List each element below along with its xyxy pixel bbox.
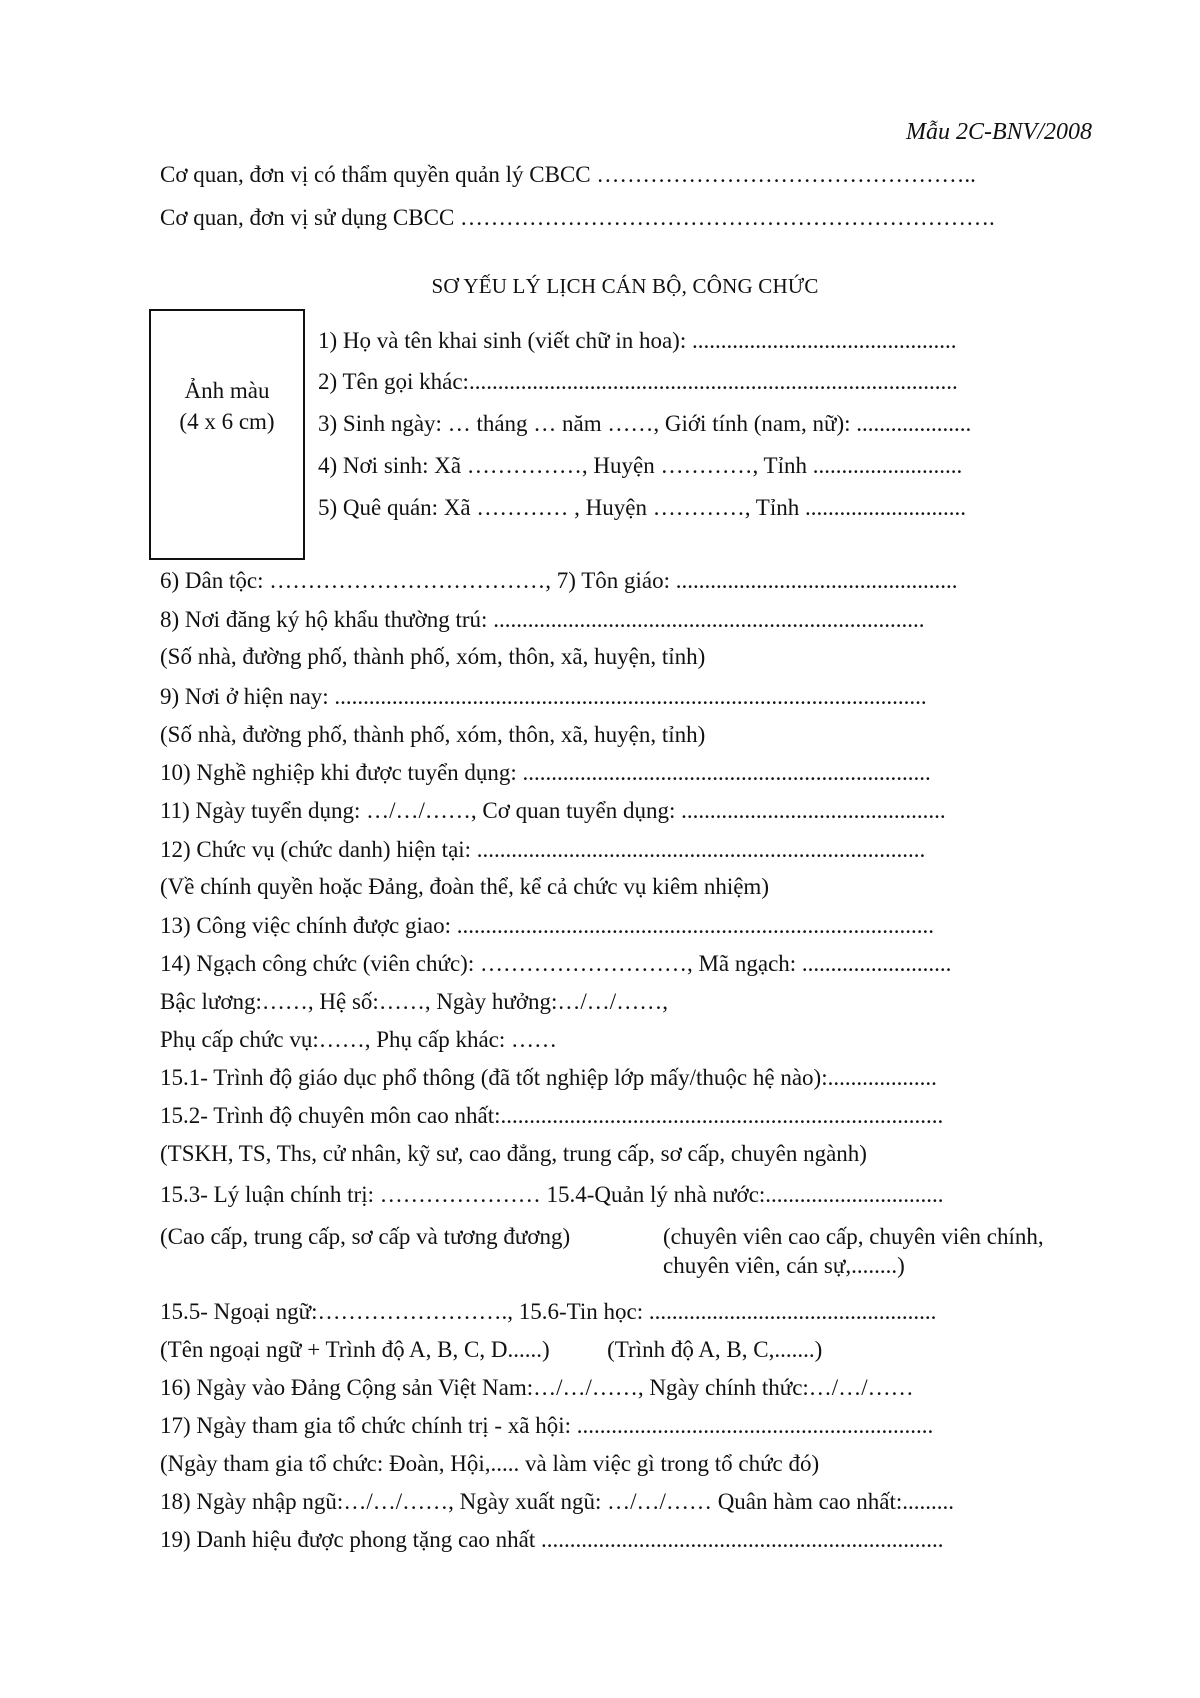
field-ethnicity-religion[interactable]: 6) Dân tộc: ………………………………, 7) Tôn giáo: ................................................. [160,568,958,593]
field-full-name[interactable]: 1) Họ và tên khai sinh (viết chữ in hoa): .............................................. [318,328,957,353]
document-title: SƠ YẾU LÝ LỊCH CÁN BỘ, CÔNG CHỨC [431,274,819,298]
field-salary-grade[interactable]: Bậc lương:……, Hệ số:……, Ngày hưởng:…/…/……, [160,989,668,1014]
note-political-levels: (Cao cấp, trung cấp, sơ cấp và tương đương) [160,1224,571,1249]
photo-label-line2: (4 x 6 cm) [179,409,275,434]
note-address-format-2: (Số nhà, đường phố, thành phố, xóm, thôn, xã, huyện, tỉnh) [160,722,706,747]
note-position-scope: (Về chính quyền hoặc Đảng, đoàn thể, kể cả chức vụ kiêm nhiệm) [160,874,769,899]
field-foreign-language-it[interactable]: 15.5- Ngoại ngữ:……………………., 15.6-Tin học: .................................................. [160,1299,937,1324]
authority-line: Cơ quan, đơn vị có thẩm quyền quản lý CBCC ………………………………………….. [160,162,976,187]
note-address-format-1: (Số nhà, đường phố, thành phố, xóm, thôn, xã, huyện, tỉnh) [160,644,706,669]
field-allowances[interactable]: Phụ cấp chức vụ:……, Phụ cấp khác: …… [160,1027,557,1052]
field-recruitment-date[interactable]: 11) Ngày tuyển dụng: …/…/……, Cơ quan tuyển dụng: .............................................. [160,798,946,823]
field-socio-political-org[interactable]: 17) Ngày tham gia tổ chức chính trị - xã hội: .............................................................. [160,1413,934,1438]
photo-label-line1: Ảnh màu [184,378,270,403]
field-other-name[interactable]: 2) Tên gọi khác:..................................................................................... [318,369,958,394]
form-code: Mẫu 2C-BNV/2008 [906,119,1092,145]
field-occupation-at-recruitment[interactable]: 10) Nghề nghiệp khi được tuyển dụng: ....................................................................... [160,760,931,785]
field-permanent-residence[interactable]: 8) Nơi đăng ký hộ khẩu thường trú: ........................................................................... [160,607,925,632]
field-birth-date-gender[interactable]: 3) Sinh ngày: … tháng … năm ……, Giới tính (nam, nữ): .................... [318,411,972,436]
field-hometown[interactable]: 5) Quê quán: Xã ………… , Huyện …………, Tỉnh ............................ [318,495,966,520]
field-current-position[interactable]: 12) Chức vụ (chức danh) hiện tại: .............................................................................. [160,837,926,862]
field-civil-rank[interactable]: 14) Ngạch công chức (viên chức): ………………………, Mã ngạch: .......................... [160,951,952,976]
field-highest-qualification[interactable]: 15.2- Trình độ chuyên môn cao nhất:............................................................................. [160,1103,944,1128]
field-current-residence[interactable]: 9) Nơi ở hiện nay: ....................................................................................................... [160,684,927,709]
note-management-levels: (chuyên viên cao cấp, chuyên viên chính, chuyên viên, cán sự,........) [663,1224,1044,1278]
note-qualification-levels: (TSKH, TS, Ths, cử nhân, kỹ sư, cao đẳng, trung cấp, sơ cấp, chuyên ngành) [160,1141,867,1166]
field-birthplace[interactable]: 4) Nơi sinh: Xã ……………, Huyện …………, Tỉnh .......................... [318,453,963,478]
photo-box [149,309,305,560]
field-party-membership[interactable]: 16) Ngày vào Đảng Cộng sản Việt Nam:…/…/……, Ngày chính thức:…/…/…… [160,1375,914,1400]
note-organization: (Ngày tham gia tổ chức: Đoàn, Hội,..... và làm việc gì trong tổ chức đó) [160,1451,820,1476]
note-language-levels: (Tên ngoại ngữ + Trình độ A, B, C, D......) (Trình độ A, B, C,.......) [160,1337,823,1362]
field-general-education[interactable]: 15.1- Trình độ giáo dục phổ thông (đã tốt nghiệp lớp mấy/thuộc hệ nào):................... [160,1065,937,1090]
using-unit-line: Cơ quan, đơn vị sử dụng CBCC ……………………………………………………………. [160,205,995,230]
photo-label [151,375,303,437]
field-highest-title[interactable]: 19) Danh hiệu được phong tặng cao nhất ...................................................................... [160,1527,944,1552]
field-main-duties[interactable]: 13) Công việc chính được giao: ................................................................................... [160,913,934,938]
field-political-theory-management[interactable]: 15.3- Lý luận chính trị: ………………… 15.4-Quản lý nhà nước:............................... [160,1182,944,1207]
field-military-service[interactable]: 18) Ngày nhập ngũ:…/…/……, Ngày xuất ngũ: …/…/…… Quân hàm cao nhất:......... [160,1489,955,1514]
